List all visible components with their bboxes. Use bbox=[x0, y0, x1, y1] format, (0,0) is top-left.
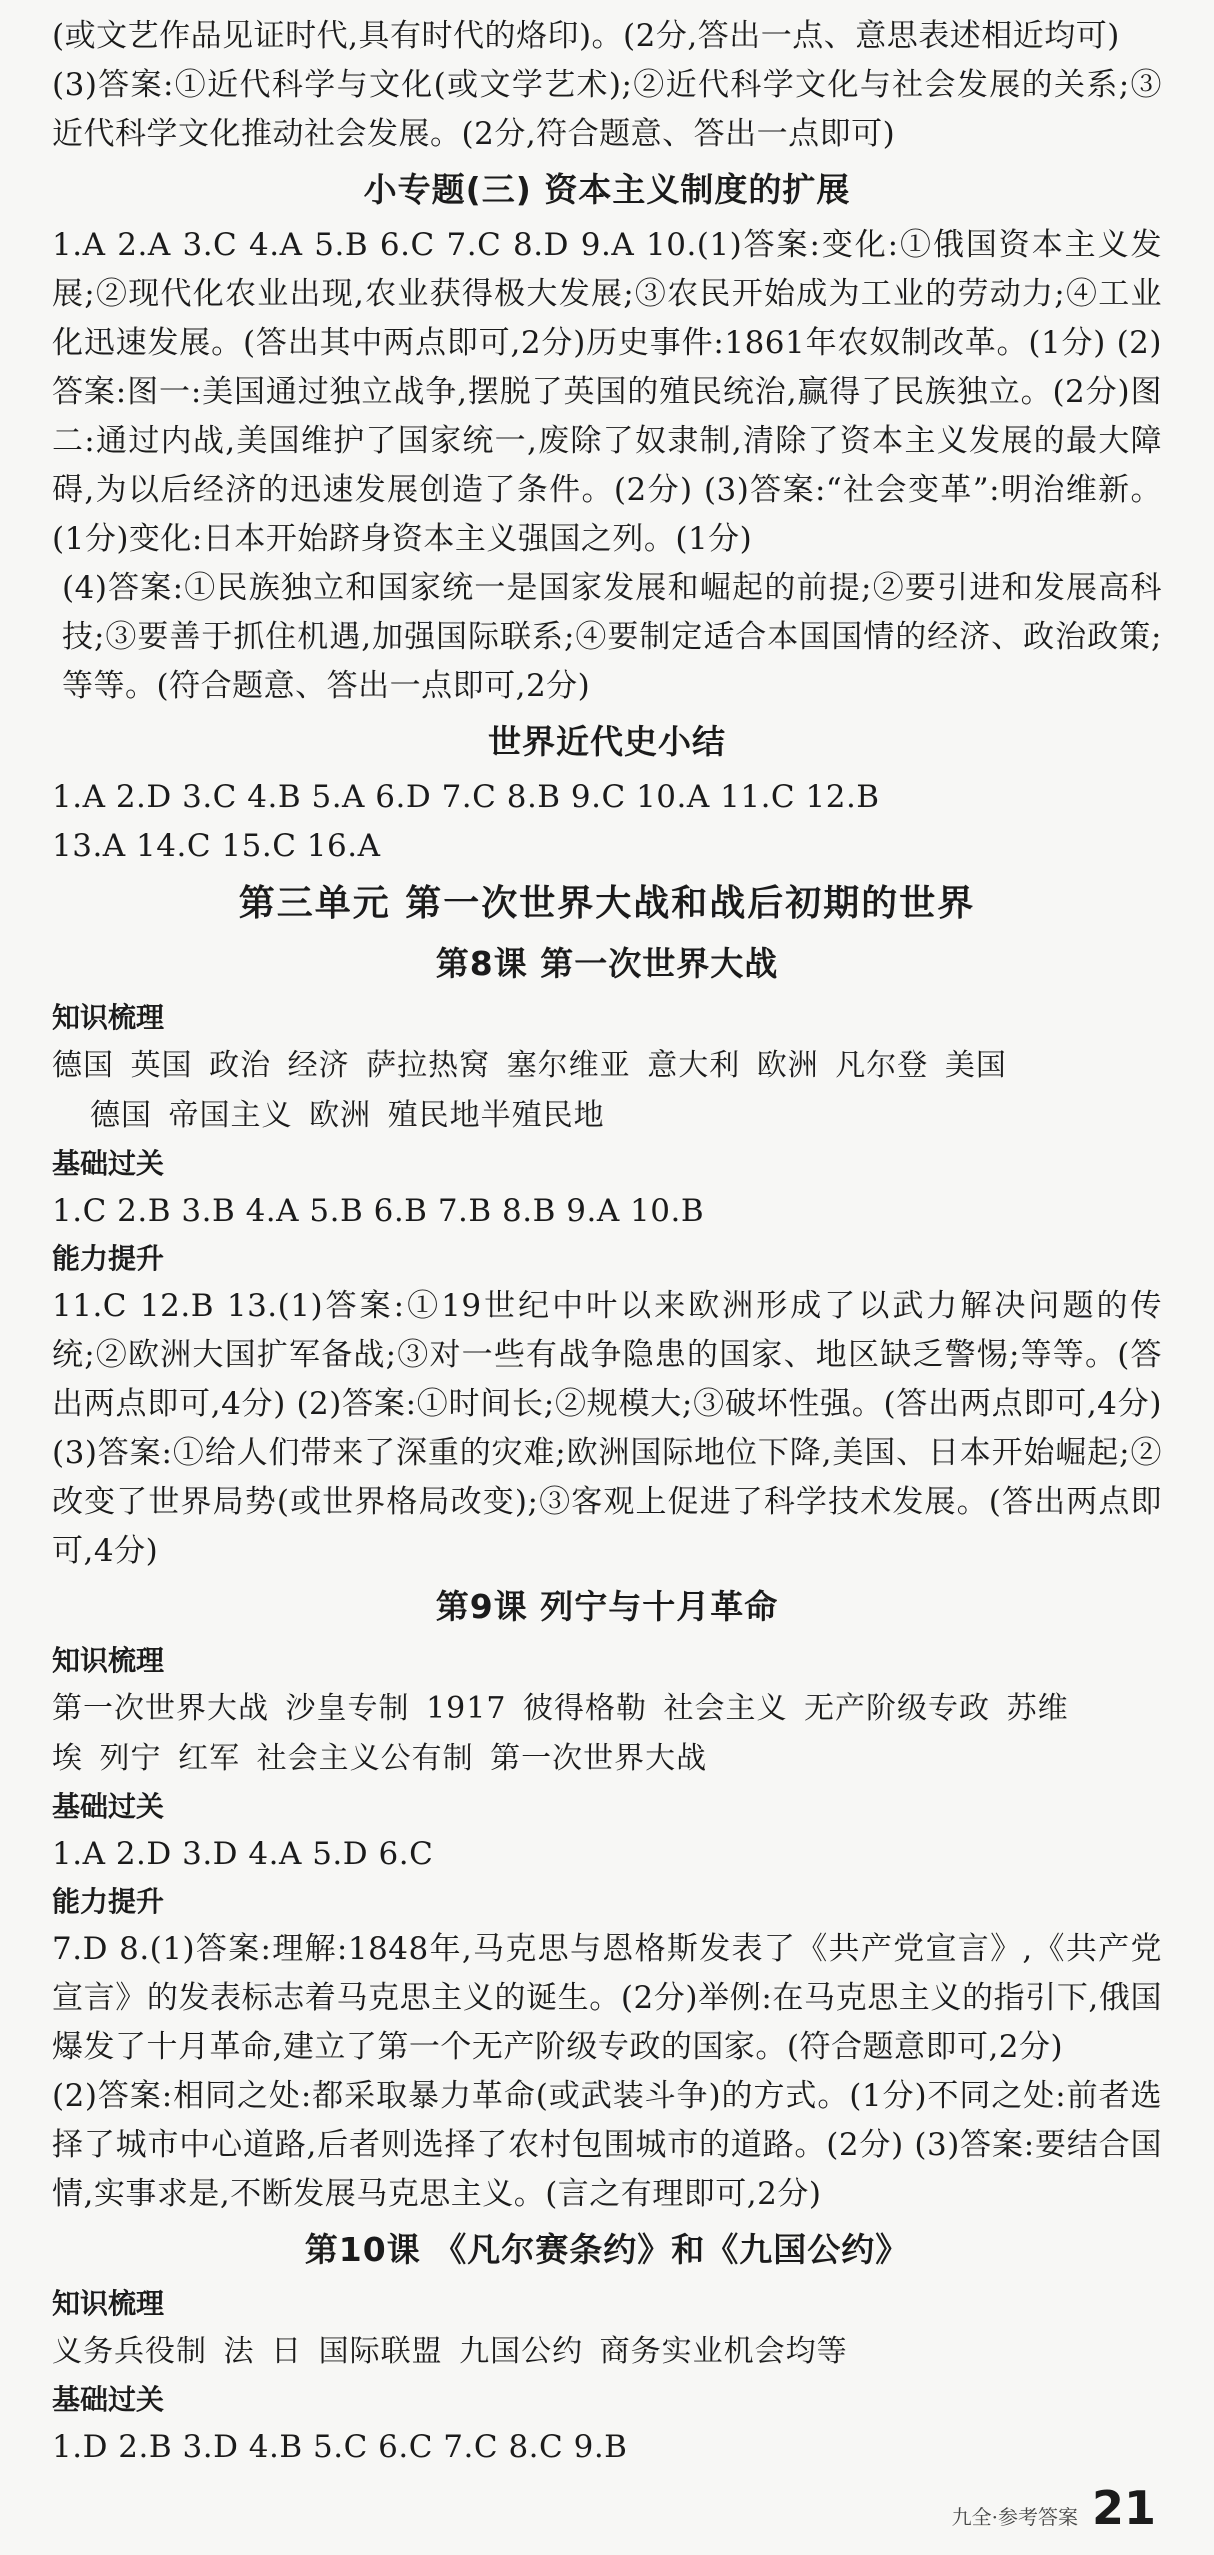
lesson-9-basic-answers: 1.A 2.D 3.D 4.A 5.D 6.C bbox=[52, 1836, 434, 1872]
page-footer bbox=[952, 2481, 1156, 2535]
special-topic-3-answers: 1.A 2.A 3.C 4.A 5.B 6.C 7.C 8.D 9.A 10.(1)答案:变化:①俄国资本主义发展;②现代化农业出现,农业获得极大发展;③农民开始成为工业的劳动力;④工业化迅速发展。(答出其中两点即可,2分)历史事件:1861年农奴制改革。(1分) (2)答案:图一:美国通过独立战争,摆脱了英国的殖民统治,赢得了民族独立。(2分)图二:通过内战,美国维护了国家统一,废除了奴隶制,清除了资本主义发展的最大障碍,为以后经济的迅速发展创造了条件。(2分) (3)答案:“社会变革”:明治维新。(1分)变化:日本开始跻身资本主义强国之列。(1分) bbox=[52, 227, 1162, 557]
lesson-8-knowledge-line-2: 德国 帝国主义 欧洲 殖民地半殖民地 bbox=[90, 1098, 605, 1133]
lesson-10-basic-answers: 1.D 2.B 3.D 4.B 5.C 6.C 7.C 8.C 9.B bbox=[52, 2429, 628, 2465]
lesson-9-knowledge-heading: 知识梳理 bbox=[52, 1644, 165, 1677]
lesson-9-title: 第9课 列宁与十月革命 bbox=[435, 1587, 779, 1626]
lesson-8-advanced-answers: 11.C 12.B 13.(1)答案:①19世纪中叶以来欧洲形成了以武力解决问题的传统;②欧洲大国扩军备战;③对一些有战争隐患的国家、地区缺乏警惕;等等。(答出两点即可,4分) (2)答案:①时间长;②规模大;③破坏性强。(答出两点即可,4分) (3)答案:①给人们带来了深重的灾难;欧洲国际地位下降,美国、日本开始崛起;②改变了世界局势(或世界格局改变);③客观上促进了科学技术发展。(答出两点即可,4分) bbox=[52, 1288, 1162, 1569]
page-number: 21 bbox=[1091, 2481, 1156, 2535]
lesson-9-advanced-heading: 能力提升 bbox=[52, 1885, 165, 1918]
lesson-8-knowledge-line-1: 德国 英国 政治 经济 萨拉热窝 塞尔维亚 意大利 欧洲 凡尔登 美国 bbox=[52, 1048, 1007, 1083]
lesson-10-knowledge-line: 义务兵役制 法 日 国际联盟 九国公约 商务实业机会均等 bbox=[52, 2334, 848, 2369]
lesson-8-advanced-heading: 能力提升 bbox=[52, 1242, 165, 1275]
lesson-9-basic-heading: 基础过关 bbox=[52, 1790, 165, 1823]
lesson-10-title: 第10课 《凡尔赛条约》和《九国公约》 bbox=[304, 2230, 910, 2269]
lesson-9-advanced-answers-1: 7.D 8.(1)答案:理解:1848年,马克思与恩格斯发表了《共产党宣言》,《共产党宣言》的发表标志着马克思主义的诞生。(2分)举例:在马克思主义的指引下,俄国爆发了十月革命,建立了第一个无产阶级专政的国家。(符合题意即可,2分) bbox=[52, 1931, 1162, 2065]
unit-3-title: 第三单元 第一次世界大战和战后初期的世界 bbox=[238, 883, 976, 924]
lesson-10-knowledge-heading: 知识梳理 bbox=[52, 2287, 165, 2320]
section-title-modern-summary: 世界近代史小结 bbox=[488, 722, 726, 761]
top-line-2: (3)答案:①近代科学与文化(或文学艺术);②近代科学文化与社会发展的关系;③近代科学文化推动社会发展。(2分,符合题意、答出一点即可) bbox=[52, 67, 1162, 152]
modern-summary-line-2: 13.A 14.C 15.C 16.A bbox=[52, 828, 381, 864]
footer-label: 九全·参考答案 bbox=[951, 2505, 1078, 2529]
lesson-10-basic-heading: 基础过关 bbox=[52, 2383, 165, 2416]
section-title-special-topic-3: 小专题(三) 资本主义制度的扩展 bbox=[363, 170, 851, 209]
lesson-8-knowledge-heading: 知识梳理 bbox=[52, 1001, 165, 1034]
modern-summary-line-1: 1.A 2.D 3.C 4.B 5.A 6.D 7.C 8.B 9.C 10.A 11.C 12.B bbox=[52, 779, 880, 815]
special-topic-3-answer-4: (4)答案:①民族独立和国家统一是国家发展和崛起的前提;②要引进和发展高科技;③要善于抓住机遇,加强国际联系;④要制定适合本国国情的经济、政治政策;等等。(符合题意、答出一点即可,2分) bbox=[62, 570, 1162, 704]
lesson-8-title: 第8课 第一次世界大战 bbox=[435, 944, 779, 983]
lesson-8-basic-answers: 1.C 2.B 3.B 4.A 5.B 6.B 7.B 8.B 9.A 10.B bbox=[52, 1193, 705, 1229]
lesson-9-advanced-answers-2: (2)答案:相同之处:都采取暴力革命(或武装斗争)的方式。(1分)不同之处:前者选择了城市中心道路,后者则选择了农村包围城市的道路。(2分) (3)答案:要结合国情,实事求是,不断发展马克思主义。(言之有理即可,2分) bbox=[52, 2078, 1162, 2212]
top-line-1: (或文艺作品见证时代,具有时代的烙印)。(2分,答出一点、意思表述相近均可) bbox=[52, 18, 1120, 54]
lesson-8-basic-heading: 基础过关 bbox=[52, 1147, 165, 1180]
lesson-9-knowledge-line-2: 埃 列宁 红军 社会主义公有制 第一次世界大战 bbox=[52, 1741, 708, 1776]
lesson-9-knowledge-line-1: 第一次世界大战 沙皇专制 1917 彼得格勒 社会主义 无产阶级专政 苏维 bbox=[52, 1691, 1069, 1726]
